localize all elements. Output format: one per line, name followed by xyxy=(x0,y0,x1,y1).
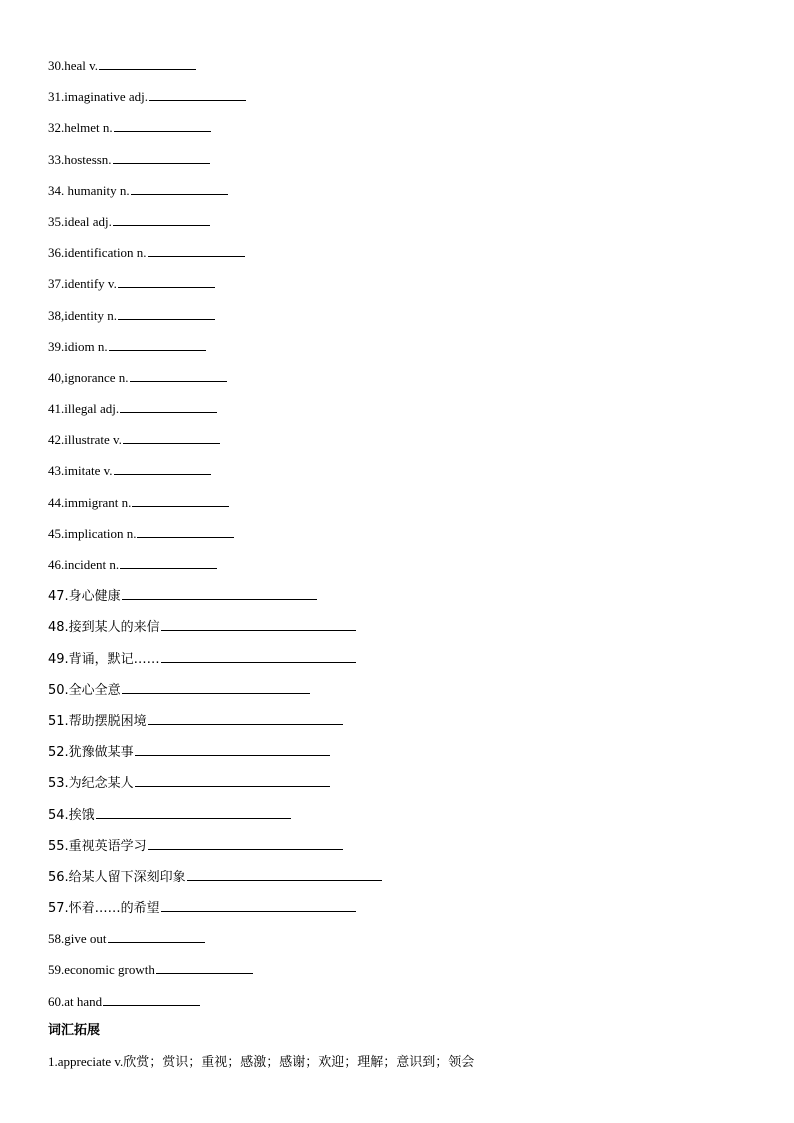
answer-blank[interactable] xyxy=(118,273,215,288)
answer-blank[interactable] xyxy=(148,710,343,725)
vocab-item xyxy=(48,55,748,86)
vocab-item-label: 42.illustrate v. xyxy=(48,432,122,448)
vocab-item xyxy=(48,928,748,959)
vocab-item-label: 38,identity n. xyxy=(48,307,117,323)
answer-blank[interactable] xyxy=(161,648,356,663)
vocab-item xyxy=(48,86,748,117)
vocab-item xyxy=(48,959,748,990)
vocab-item-label: 48.接到某人的来信 xyxy=(48,620,160,636)
vocab-item xyxy=(48,897,748,928)
vocab-item xyxy=(48,305,748,336)
vocab-item-label: 56.给某人留下深刻印象 xyxy=(48,869,186,885)
answer-blank[interactable] xyxy=(156,959,253,974)
vocab-item-label: 51.帮助摆脱困境 xyxy=(48,713,147,729)
vocab-item xyxy=(48,866,748,897)
vocab-item-label: 58.give out xyxy=(48,931,107,947)
vocabulary-list xyxy=(48,55,748,1022)
answer-blank[interactable] xyxy=(109,336,206,351)
vocab-item xyxy=(48,242,748,273)
vocab-item-label: 44.immigrant n. xyxy=(48,494,132,510)
vocab-item-label: 33.hostessn. xyxy=(48,151,112,167)
vocab-item-label: 47.身心健康 xyxy=(48,589,121,605)
vocab-item xyxy=(48,585,748,616)
answer-blank[interactable] xyxy=(118,305,215,320)
vocab-item-label: 49.背诵，默记…… xyxy=(48,651,160,667)
answer-blank[interactable] xyxy=(114,460,211,475)
vocab-item-label: 59.economic growth xyxy=(48,962,155,978)
vocab-item-label: 34. humanity n. xyxy=(48,182,130,198)
vocab-item-label: 50.全心全意 xyxy=(48,682,121,698)
vocab-item xyxy=(48,336,748,367)
answer-blank[interactable] xyxy=(122,585,317,600)
answer-blank[interactable] xyxy=(149,86,246,101)
vocab-item-label: 35.ideal adj. xyxy=(48,213,112,229)
answer-blank[interactable] xyxy=(132,492,229,507)
answer-blank[interactable] xyxy=(114,117,211,132)
answer-blank[interactable] xyxy=(148,242,245,257)
answer-blank[interactable] xyxy=(96,804,291,819)
vocab-item xyxy=(48,398,748,429)
vocab-item xyxy=(48,523,748,554)
answer-blank[interactable] xyxy=(120,398,217,413)
answer-blank[interactable] xyxy=(113,149,210,164)
answer-blank[interactable] xyxy=(108,928,205,943)
vocab-item xyxy=(48,772,748,803)
answer-blank[interactable] xyxy=(137,523,234,538)
vocab-item xyxy=(48,367,748,398)
vocab-item xyxy=(48,149,748,180)
vocab-item-label: 43.imitate v. xyxy=(48,463,113,479)
vocab-item-label: 57.怀着……的希望 xyxy=(48,901,160,917)
vocab-item-label: 52.犹豫做某事 xyxy=(48,745,134,761)
vocab-item xyxy=(48,211,748,242)
vocab-item xyxy=(48,991,748,1022)
answer-blank[interactable] xyxy=(148,835,343,850)
answer-blank[interactable] xyxy=(123,429,220,444)
vocab-item xyxy=(48,460,748,491)
answer-blank[interactable] xyxy=(120,554,217,569)
vocab-item-label: 60.at hand xyxy=(48,993,103,1009)
vocab-item-label: 55.重视英语学习 xyxy=(48,838,147,854)
answer-blank[interactable] xyxy=(187,866,382,881)
answer-blank[interactable] xyxy=(113,211,210,226)
answer-blank[interactable] xyxy=(99,55,196,70)
answer-blank[interactable] xyxy=(161,616,356,631)
answer-blank[interactable] xyxy=(122,679,310,694)
vocab-item xyxy=(48,273,748,304)
vocab-item-label: 53.为纪念某人 xyxy=(48,776,134,792)
vocab-item xyxy=(48,804,748,835)
worksheet-page xyxy=(48,55,748,1084)
answer-blank[interactable] xyxy=(103,991,200,1006)
expansion-list xyxy=(48,1053,748,1084)
answer-blank[interactable] xyxy=(130,367,227,382)
vocab-item xyxy=(48,492,748,523)
vocab-item-label: 30.heal v. xyxy=(48,58,99,73)
vocab-item-label: 46.incident n. xyxy=(48,557,120,572)
section-heading: 词汇拓展 xyxy=(48,1022,101,1038)
vocab-item-label: 39.idiom n. xyxy=(48,338,108,354)
expansion-item xyxy=(48,1053,748,1084)
vocab-item xyxy=(48,679,748,710)
vocab-item xyxy=(48,648,748,679)
vocab-item xyxy=(48,429,748,460)
vocab-item xyxy=(48,616,748,647)
answer-blank[interactable] xyxy=(135,741,330,756)
vocab-item xyxy=(48,835,748,866)
vocab-item xyxy=(48,710,748,741)
expansion-item-label: 1.appreciate v.欣赏；赏识；重视；感激；感谢；欢迎；理解；意识到；领会 xyxy=(48,1054,475,1069)
vocab-item-label: 54.挨饿 xyxy=(48,807,95,823)
vocab-item xyxy=(48,554,748,585)
answer-blank[interactable] xyxy=(135,772,330,787)
answer-blank[interactable] xyxy=(161,897,356,912)
vocab-item-label: 31.imaginative adj. xyxy=(48,89,149,105)
vocab-item-label: 41.illegal adj. xyxy=(48,401,120,417)
answer-blank[interactable] xyxy=(131,180,228,195)
vocab-item xyxy=(48,180,748,211)
vocab-item-label: 37.identify v. xyxy=(48,276,117,292)
vocab-item-label: 32.helmet n. xyxy=(48,120,113,136)
vocab-item-label: 36.identification n. xyxy=(48,245,147,261)
vocab-item xyxy=(48,741,748,772)
vocab-item-label: 40,ignorance n. xyxy=(48,369,129,385)
vocab-item-label: 45.implication n. xyxy=(48,525,137,541)
vocab-item xyxy=(48,117,748,148)
